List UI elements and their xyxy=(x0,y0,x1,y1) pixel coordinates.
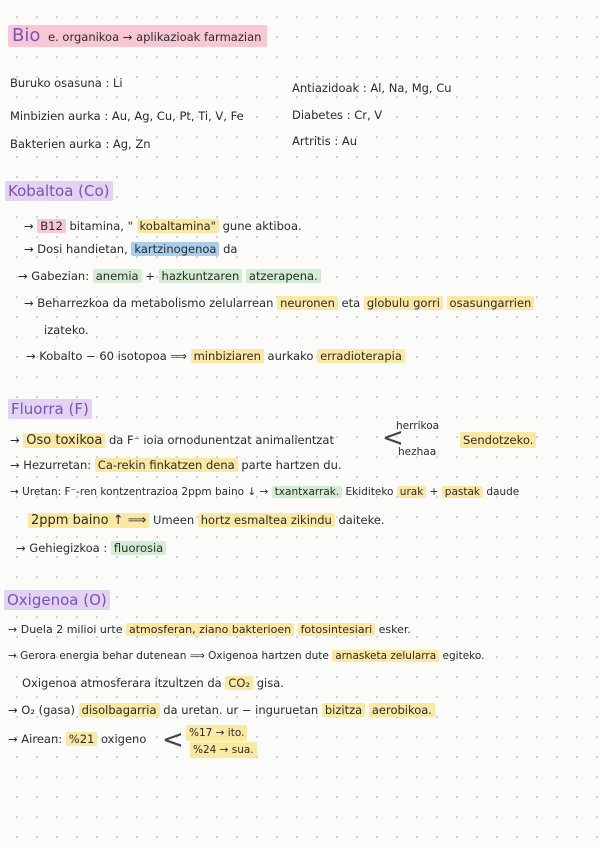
arrow-icon: → xyxy=(8,732,18,746)
intro-right-3: Artritis : Au xyxy=(292,134,358,148)
cobalt-line-3-highlight-1: anemia xyxy=(93,269,142,283)
fluor-line-3-mid: Ekiditeko xyxy=(345,486,394,498)
cobalt-line-5-text: Kobalto − 60 isotopoa ⟹ xyxy=(39,349,187,363)
fluor-line-3-highlight-2: urak xyxy=(397,486,427,498)
oxygen-line-1-tail: esker. xyxy=(378,623,411,636)
oxygen-line-2-continued xyxy=(22,675,284,691)
fluor-line-2 xyxy=(10,457,342,473)
cobalt-line-3 xyxy=(18,268,321,284)
oxygen-line-1-highlight-2: fotosintesiari xyxy=(298,623,376,636)
cobalt-line-2 xyxy=(24,241,237,257)
oxygen-heading: Oxigenoa (O) xyxy=(4,590,110,610)
fluor-line-2-text: Hezurretan: xyxy=(23,458,92,472)
fluor-line-4-text: Umeen xyxy=(153,513,195,527)
oxygen-line-4-text: Airean: xyxy=(21,732,63,746)
plus-sign: + xyxy=(145,269,155,283)
oxygen-line-3-text: O₂ (gasa) xyxy=(21,703,75,717)
oxygen-line-4 xyxy=(8,731,146,747)
fluor-heading: Fluorra (F) xyxy=(8,399,92,419)
b12-label: B12 xyxy=(37,219,66,233)
arrow-icon: → xyxy=(24,296,34,310)
brace-icon: < xyxy=(382,423,404,453)
arrow-icon: → xyxy=(16,541,26,555)
cobalt-line-1-tail: gune aktiboa. xyxy=(222,219,302,233)
oxygen-line-2 xyxy=(8,648,484,664)
cobalt-line-5-highlight-2: erradioterapia xyxy=(317,349,405,363)
arrow-icon: → xyxy=(10,433,20,447)
fluor-line-4-tail: daiteke. xyxy=(338,513,385,527)
cobalt-line-3-text: Gabezian: xyxy=(31,269,90,283)
fluor-line-5 xyxy=(16,540,166,556)
oxygen-line-4-top: %17 → ito. xyxy=(186,725,247,741)
fluor-line-1-end: Sendotzeko. xyxy=(460,432,536,448)
oxygen-line-1-text: Duela 2 milioi urte xyxy=(20,623,123,636)
intro-left-2: Minbizien aurka : Au, Ag, Cu, Pt, Ti, V, Fe xyxy=(10,109,244,123)
oxygen-line-2b-highlight: CO₂ xyxy=(225,676,253,690)
cobalt-line-4-highlight-2: globulu gorri xyxy=(364,296,443,310)
fluor-line-5-text: Gehiegizkoa : xyxy=(29,541,108,555)
cobalt-line-1-highlight: kobaltamina" xyxy=(137,219,219,233)
oxygen-line-2-text: Gerora energia behar dutenean ⟹ Oxigenoa hartzen dute xyxy=(20,650,329,662)
brace-icon: < xyxy=(162,725,184,755)
fluor-line-1-top: herrikoa xyxy=(396,420,440,432)
intro-right-1: Antiazidoak : Al, Na, Mg, Cu xyxy=(292,81,452,95)
cobalt-line-2-text: Dosi handietan, xyxy=(37,242,128,256)
fluor-line-2-tail: parte hartzen du. xyxy=(241,458,342,472)
arrow-icon: → xyxy=(26,349,36,363)
intro-left-1: Buruko osasuna : Li xyxy=(10,76,123,90)
oxygen-line-3-highlight-1: disolbagarria xyxy=(79,703,160,717)
cobalt-line-1-text: bitamina, " xyxy=(69,219,133,233)
intro-right-2: Diabetes : Cr, V xyxy=(292,108,383,122)
cobalt-line-5-mid: aurkako xyxy=(267,349,314,363)
cobalt-line-2-tail: da xyxy=(223,242,238,256)
arrow-icon: → xyxy=(24,219,34,233)
cobalt-line-3-highlight-3: atzerapena. xyxy=(246,269,321,283)
cobalt-line-4 xyxy=(24,295,534,311)
cobalt-line-4-highlight-1: neuronen xyxy=(277,296,338,310)
cobalt-line-4-highlight-3: osasungarrien xyxy=(447,296,535,310)
oxygen-line-2-highlight: arnasketa zelularra xyxy=(332,650,439,662)
fluor-line-4 xyxy=(28,512,385,529)
cobalt-line-4-text: Beharrezkoa da metabolismo zelularrean xyxy=(37,296,274,310)
arrow-icon: → xyxy=(10,458,20,472)
oxygen-line-3-highlight-3: aerobikoa. xyxy=(369,703,435,717)
arrow-icon: → xyxy=(8,703,18,717)
title-rest: e. organikoa → aplikazioak farmazian xyxy=(48,30,262,44)
fluor-line-1 xyxy=(10,432,334,449)
arrow-icon: → xyxy=(24,242,34,256)
arrow-icon: → xyxy=(10,486,19,498)
fluor-line-3-highlight-1: txantxarrak. xyxy=(272,486,343,498)
fluor-line-3-text: Uretan: F⁻-ren kontzentrazioa 2ppm baino ↓ → xyxy=(22,486,272,498)
cobalt-line-5 xyxy=(26,348,405,364)
arrow-icon: → xyxy=(8,623,18,636)
oxygen-line-2b-text: Oxigenoa atmosferara itzultzen da xyxy=(22,676,222,690)
oxygen-line-1-highlight-1: atmosferan, ziano bakterioen xyxy=(126,623,294,636)
oxygen-line-4-mid: oxigeno xyxy=(101,732,147,746)
page-title xyxy=(8,25,267,47)
cobalt-heading: Kobaltoa (Co) xyxy=(5,181,113,201)
fluor-line-4-highlight-1: 2ppm baino ↑ ⟹ xyxy=(28,513,149,528)
oxygen-line-2-tail: egiteko. xyxy=(442,650,485,662)
oxygen-line-2b-tail: gisa. xyxy=(256,676,284,690)
oxygen-line-3-highlight-2: bizitza xyxy=(322,703,365,717)
cobalt-line-4-mid: eta xyxy=(341,296,361,310)
fluor-line-1-text: da F⁻ ioia ornodunentzat animalientzat xyxy=(109,433,334,447)
oxygen-line-3-mid: da uretan. ur − inguruetan xyxy=(163,703,319,717)
cobalt-line-5-highlight-1: minbiziaren xyxy=(191,349,264,363)
title-prefix: Bio xyxy=(12,25,41,46)
cobalt-line-3-highlight-2: hazkuntzaren xyxy=(159,269,243,283)
fluor-line-3-end: daude xyxy=(486,486,520,498)
fluor-line-1-highlight: Oso toxikoa xyxy=(23,433,105,448)
plus-sign: + xyxy=(429,486,439,498)
fluor-line-3-highlight-3: pastak xyxy=(442,486,483,498)
arrow-icon: → xyxy=(8,650,17,662)
fluor-line-2-highlight: Ca-rekin finkatzen dena xyxy=(95,458,238,472)
fluor-line-5-highlight: fluorosia xyxy=(111,541,166,555)
fluor-line-4-highlight-2: hortz esmaltea zikindu xyxy=(198,513,335,527)
cobalt-line-4-continued: izateko. xyxy=(44,323,89,337)
oxygen-line-4-bottom: %24 → sua. xyxy=(190,742,257,758)
cobalt-line-2-highlight: kartzinogenoa xyxy=(131,242,219,256)
oxygen-line-3 xyxy=(8,702,435,718)
fluor-line-3 xyxy=(10,484,519,500)
cobalt-line-1 xyxy=(24,218,302,234)
oxygen-line-4-highlight: %21 xyxy=(66,732,98,746)
arrow-icon: → xyxy=(18,269,28,283)
fluor-line-1-bottom: hezhaa xyxy=(398,446,437,458)
intro-left-3: Bakterien aurka : Ag, Zn xyxy=(10,137,151,151)
oxygen-line-1 xyxy=(8,622,411,638)
